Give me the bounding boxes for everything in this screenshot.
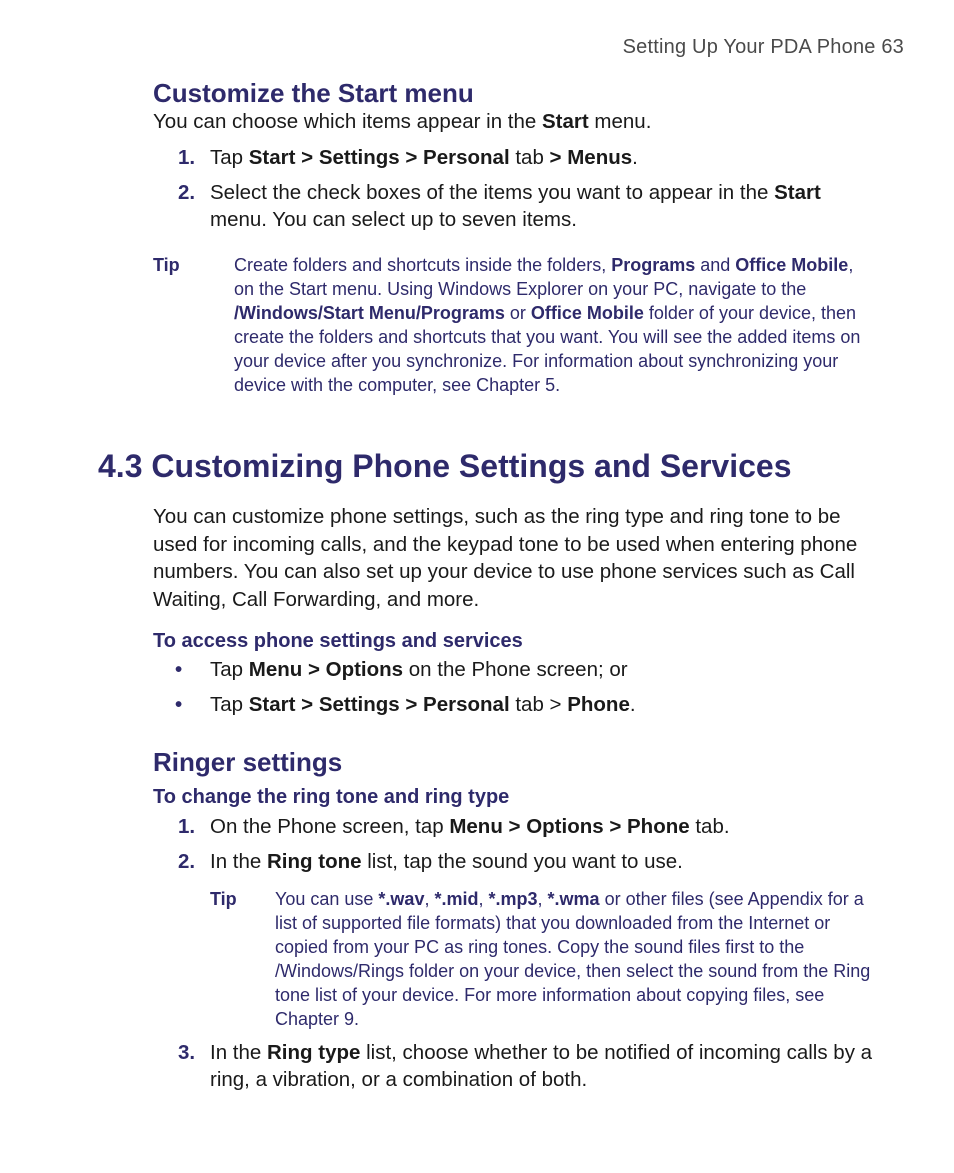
procedure-title-change-ring-tone: To change the ring tone and ring type xyxy=(153,786,510,808)
step-text: Tap Start > Settings > Personal tab > Menus. xyxy=(210,146,638,169)
section3-tip xyxy=(210,887,875,1031)
step-text: In the Ring tone list, tap the sound you want to use. xyxy=(210,850,683,873)
tip-label: Tip xyxy=(153,255,180,275)
step-text: On the Phone screen, tap Menu > Options > Phone tab. xyxy=(210,815,730,838)
step-number: 1. xyxy=(178,815,196,838)
step-text: Select the check boxes of the items you want to appear in the Start menu. You can select up to seven items. xyxy=(210,181,821,231)
tip-text: You can use *.wav, *.mid, *.mp3, *.wma or other files (see Appendix for a list of supported file formats) that you downloaded from the Internet or copied from your PC as ring tones. Copy the sound files first to the /Windows/Rings folder on your device, then select the sound from the Ring tone list of your device. For more information about copying files, see Chapter 9. xyxy=(275,889,871,1029)
section1-intro: You can choose which items appear in the Start menu. xyxy=(153,110,652,133)
tip-label: Tip xyxy=(210,889,237,909)
step-number: 1. xyxy=(178,146,196,169)
section-title-ringer-settings: Ringer settings xyxy=(153,747,343,777)
procedure-title-access-phone-settings: To access phone settings and services xyxy=(153,630,523,652)
bullet-text: Tap Start > Settings > Personal tab > Phone. xyxy=(210,693,636,716)
step-number: 2. xyxy=(178,181,196,204)
step-number: 2. xyxy=(178,850,196,873)
bullet-icon: • xyxy=(175,693,183,716)
bullet-icon: • xyxy=(175,658,183,681)
section-title-customize-start-menu: Customize the Start menu xyxy=(153,78,474,108)
section3-step-1 xyxy=(153,813,873,840)
section1-step-1 xyxy=(153,144,873,171)
section3-step-2 xyxy=(153,848,873,875)
bullet-text: Tap Menu > Options on the Phone screen; or xyxy=(210,658,628,681)
section2-bullet-2 xyxy=(153,691,873,718)
section1-tip xyxy=(153,253,873,397)
step-number: 3. xyxy=(178,1041,196,1064)
section2-intro: You can customize phone settings, such as the ring type and ring tone to be used for incoming calls, and the keypad tone to be used when entering phone numbers. You can also set up your device to use phone services such as Call Waiting, Call Forwarding, and more. xyxy=(153,505,858,611)
page-header: Setting Up Your PDA Phone 63 xyxy=(622,36,904,58)
section2-bullet-1 xyxy=(153,656,873,683)
tip-text: Create folders and shortcuts inside the folders, Programs and Office Mobile, on the Start menu. Using Windows Explorer on your PC, navigate to the /Windows/Start Menu/Programs or Office Mobile folder of your device, then create the folders and shortcuts that you want. You will see the added items on your device after you synchronize. For information about synchronizing your device with the computer, see Chapter 5. xyxy=(234,255,861,395)
section3-step-3 xyxy=(153,1039,873,1093)
section1-step-2 xyxy=(153,179,873,233)
chapter-section-title: 4.3 Customizing Phone Settings and Services xyxy=(98,448,792,484)
step-text: In the Ring type list, choose whether to be notified of incoming calls by a ring, a vibration, or a combination of both. xyxy=(210,1041,873,1091)
